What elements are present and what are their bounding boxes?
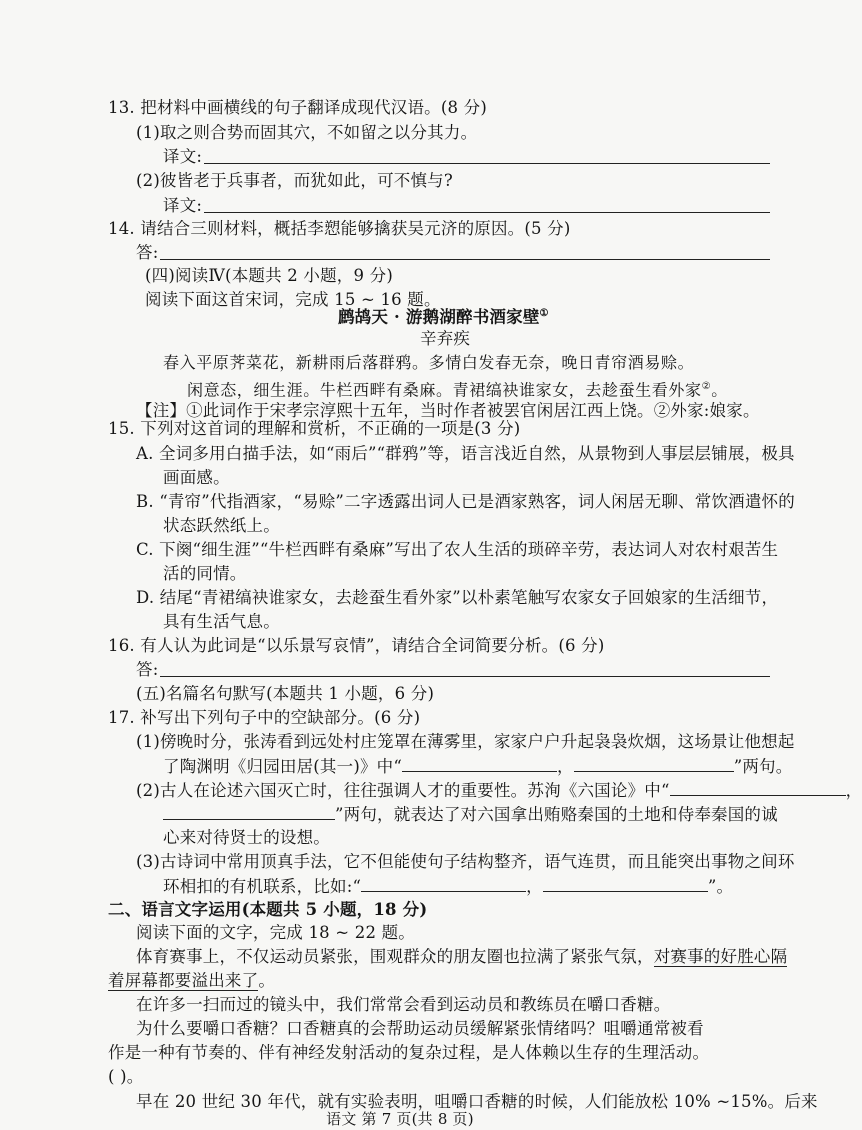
passage-p1-line1 <box>136 946 787 968</box>
part2-header: 二、语言文字运用(本题共 5 小题，18 分) <box>108 900 428 919</box>
passage-p3-line3: ( )。 <box>108 1067 144 1086</box>
q15-option-d-line2: 具有生活气息。 <box>163 612 280 631</box>
q17-item3-line2 <box>163 875 733 898</box>
passage-p2: 在许多一扫而过的镜头中，我们常常会看到运动员和教练员在嚼口香糖。 <box>136 995 671 1014</box>
poem-author: 辛弃疾 <box>420 329 471 348</box>
q17-item2-line2 <box>163 803 778 826</box>
q15-option-a-line1: A. 全词多用白描手法，如“雨后”“群鸦”等，语言浅近自然，从景物到人事层层铺展，极具 <box>136 444 795 463</box>
poem-line-2-text: 闲意态，细生涯。牛栏西畔有桑麻。青裙缟袂谁家女，去趁蚕生看外家 <box>187 380 702 400</box>
q17-item1-line2 <box>163 755 792 778</box>
q17-item2-blank1[interactable] <box>670 779 846 796</box>
section4-instruction: 阅读下面这首宋词，完成 15 ~ 16 题。 <box>145 290 441 309</box>
q13-answer2-label: 译文: <box>163 196 203 215</box>
poem-line-2-end: 。 <box>711 380 728 400</box>
poem-line-2 <box>187 376 728 401</box>
q17-item3-blank1[interactable] <box>361 875 526 892</box>
poem-note: 【注】①此词作于宋孝宗淳熙十五年，当时作者被罢官闲居江西上饶。②外家:娘家。 <box>136 401 760 420</box>
section5-header: (五)名篇名句默写(本题共 1 小题，6 分) <box>136 684 435 703</box>
poem-line-2-note: ② <box>701 381 712 392</box>
q17-item3-prefix: 环相扣的有机联系，比如:“ <box>163 877 362 896</box>
poem-title-text: 鹧鸪天 · 游鹅湖醉书酒家壁 <box>338 307 540 327</box>
passage-p1-line2 <box>108 970 275 992</box>
q15-option-a-line2: 画面感。 <box>163 468 230 487</box>
passage-p3-line2: 作是一种有节奏的、伴有神经发射活动的复杂过程，是人体赖以生存的生理活动。 <box>108 1043 710 1062</box>
q17-item3-comma: ， <box>526 877 543 896</box>
q17-item2-line1 <box>136 779 862 802</box>
q17-item1-blank2[interactable] <box>574 755 734 772</box>
q16-title: 16. 有人认为此词是“以乐景写哀情”，请结合全词简要分析。(6 分) <box>108 636 605 655</box>
poem-title-note: ① <box>539 308 549 319</box>
q17-item1-blank1[interactable] <box>402 755 557 772</box>
q17-item1-line1: (1)傍晚时分，张涛看到远处村庄笼罩在薄雾里，家家户户升起袅袅炊烟，这场景让他想起 <box>136 732 795 751</box>
q13-item1: (1)取之则合势而固其穴，不如留之以分其力。 <box>136 123 478 142</box>
q15-option-b-line1: B. “青帘”代指酒家，“易赊”二字透露出词人已是酒家熟客，词人闲居无聊、常饮酒遣怀的 <box>136 492 795 511</box>
q15-title: 15. 下列对这首词的理解和赏析，不正确的一项是(3 分) <box>108 419 521 438</box>
q15-option-d-line1: D. 结尾“青裙缟袂谁家女，去趁蚕生看外家”以朴素笔触写农家女子回娘家的生活细节， <box>136 588 779 607</box>
passage-underlined-2: 着屏幕都要溢出来了 <box>108 971 259 990</box>
q13-answer1-label: 译文: <box>163 147 203 166</box>
q17-item2-comma: ， <box>845 781 862 800</box>
passage-p3-line1: 为什么要嚼口香糖？口香糖真的会帮助运动员缓解紧张情绪吗？咀嚼通常被看 <box>136 1019 704 1038</box>
q17-item2-blank2[interactable] <box>163 803 335 820</box>
poem-title <box>338 303 549 329</box>
part2-instruction: 阅读下面的文字，完成 18 ~ 22 题。 <box>136 923 415 942</box>
q17-item2-suffix: ”两句，就表达了对六国拿出贿赂秦国的土地和侍奉秦国的诚 <box>335 805 778 824</box>
passage-underlined-1: 对赛事的好胜心隔 <box>653 947 788 966</box>
q17-item3-line1: (3)古诗词中常用顶真手法，它不但能使句子结构整齐，语气连贯，而且能突出事物之间环 <box>136 852 795 871</box>
q13-answer2-line[interactable] <box>204 212 770 213</box>
passage-p4: 早在 20 世纪 30 年代，就有实验表明，咀嚼口香糖的时候，人们能放松 10% ~15%。后来 <box>136 1092 818 1111</box>
q16-answer-line[interactable] <box>160 676 770 677</box>
q17-item3-blank2[interactable] <box>543 875 708 892</box>
q17-item2-line3: 心来对待贤士的设想。 <box>163 828 330 847</box>
passage-p1-text: 体育赛事上，不仅运动员紧张，围观群众的朋友圈也拉满了紧张气氛， <box>136 947 654 966</box>
q13-answer1-line[interactable] <box>204 163 770 164</box>
q15-option-b-line2: 状态跃然纸上。 <box>163 516 280 535</box>
q14-title: 14. 请结合三则材料，概括李愬能够擒获吴元济的原因。(5 分) <box>108 219 571 238</box>
q17-item1-comma: ， <box>557 757 574 776</box>
q17-item1-prefix: 了陶渊明《归园田居(其一)》中“ <box>163 757 403 776</box>
q13-title: 13. 把材料中画横线的句子翻译成现代汉语。(8 分) <box>108 98 488 117</box>
q17-item2-prefix: (2)古人在论述六国灭亡时，往往强调人才的重要性。苏洵《六国论》中“ <box>136 781 670 800</box>
q16-answer-label: 答: <box>136 660 159 679</box>
q14-answer-label: 答: <box>136 243 159 262</box>
q14-answer-line[interactable] <box>160 259 770 260</box>
q17-item1-suffix: ”两句。 <box>733 757 793 776</box>
q15-option-c-line2: 活的同情。 <box>163 564 247 583</box>
q15-option-c-line1: C. 下阕“细生涯”“牛栏西畔有桑麻”写出了农人生活的琐碎辛劳，表达词人对农村艰苦生 <box>136 540 779 559</box>
q17-title: 17. 补写出下列句子中的空缺部分。(6 分) <box>108 708 421 727</box>
q17-item3-suffix: ”。 <box>707 877 734 896</box>
passage-p1-end: 。 <box>258 971 276 990</box>
section4-header: (四)阅读Ⅳ(本题共 2 小题，9 分) <box>145 266 393 285</box>
page-footer: 语文 第 7 页(共 8 页) <box>326 1110 474 1128</box>
poem-line-1: 春入平原荠菜花，新耕雨后落群鸦。多情白发春无奈，晚日青帘酒易赊。 <box>163 353 695 372</box>
q13-item2: (2)彼皆老于兵事者，而犹如此，可不慎与? <box>136 171 453 190</box>
